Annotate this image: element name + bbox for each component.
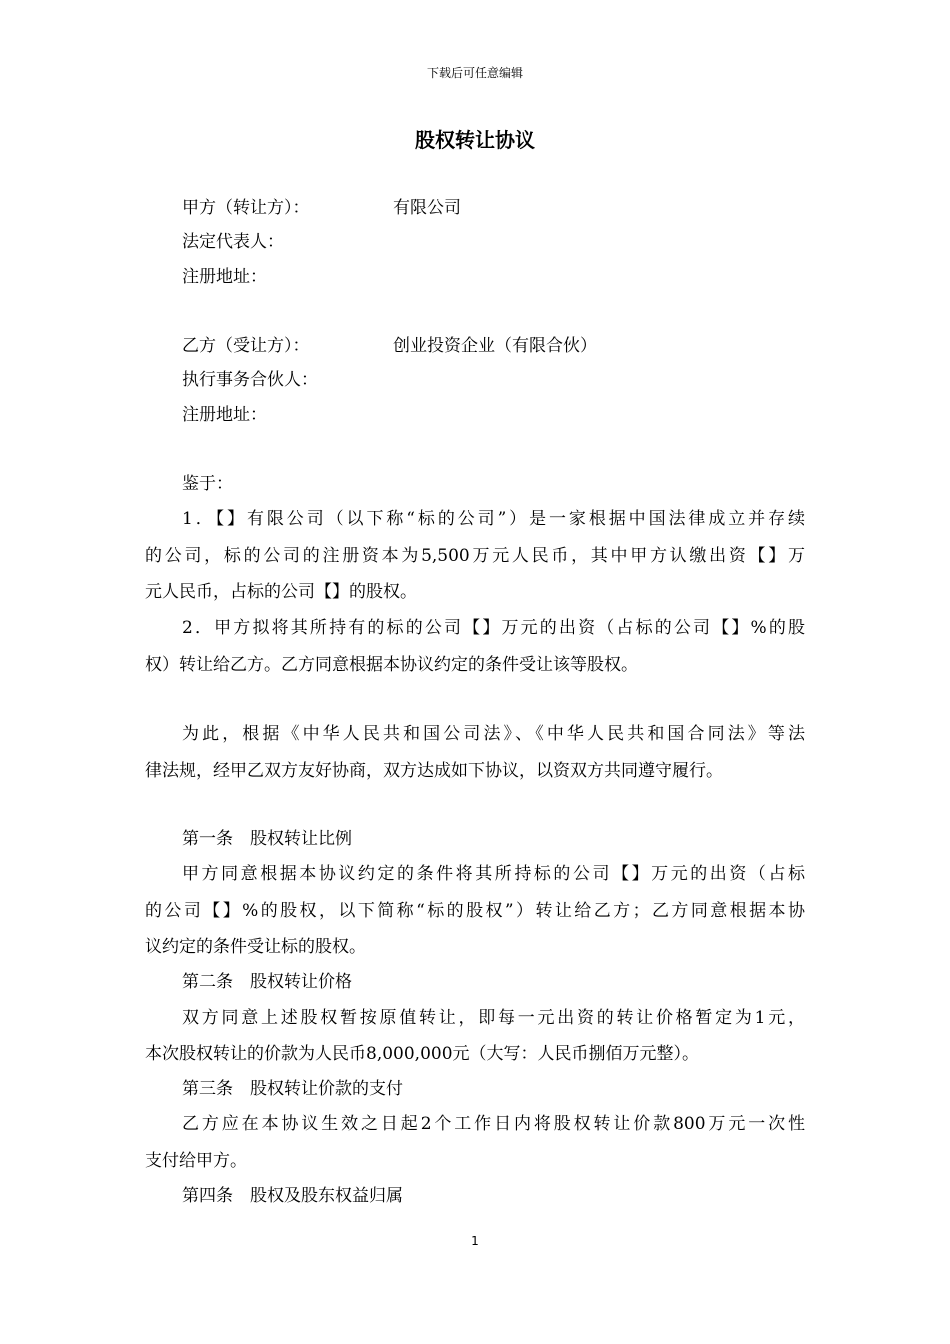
article-4-title: 第四条 股权及股东权益归属 — [182, 1186, 403, 1206]
recital-1-line-2: 的公司，标的公司的注册资本为5,500万元人民币，其中甲方认缴出资【】万 — [145, 546, 805, 566]
recital-2-line-1: 2．甲方拟将其所持有的标的公司【】万元的出资（占标的公司【】%的股 — [182, 618, 805, 638]
article-2-line-1: 双方同意上述股权暂按原值转让，即每一元出资的转让价格暂定为1元， — [182, 1008, 805, 1028]
article-1-line-1: 甲方同意根据本协议约定的条件将其所持标的公司【】万元的出资（占标 — [182, 864, 805, 884]
article-3-title: 第三条 股权转让价款的支付 — [182, 1079, 403, 1099]
recitals-heading: 鉴于： — [182, 474, 233, 494]
article-3-line-2: 支付给甲方。 — [145, 1151, 247, 1171]
party-a-representative-label: 法定代表人： — [182, 232, 284, 252]
party-b-name: 创业投资企业（有限合伙） — [393, 336, 597, 356]
article-2-title: 第二条 股权转让价格 — [182, 972, 352, 992]
party-a-name: 有限公司 — [393, 198, 461, 218]
party-a-label: 甲方（转让方）： — [182, 198, 310, 218]
recital-2-line-2: 权）转让给乙方。乙方同意根据本协议约定的条件受让该等股权。 — [145, 655, 638, 675]
party-b-partner-label: 执行事务合伙人： — [182, 370, 318, 390]
article-1-line-2: 的公司【】%的股权，以下简称“标的股权”）转让给乙方；乙方同意根据本协 — [145, 901, 805, 921]
article-1-title: 第一条 股权转让比例 — [182, 829, 352, 849]
page-number: 1 — [471, 1234, 479, 1248]
page-header: 下载后可任意编辑 — [426, 66, 523, 80]
party-b-address-label: 注册地址： — [182, 405, 267, 425]
recital-1-line-1: 1．【】有限公司（以下称“标的公司”）是一家根据中国法律成立并存续 — [182, 509, 805, 529]
article-1-line-3: 议约定的条件受让标的股权。 — [145, 937, 366, 957]
party-a-address-label: 注册地址： — [182, 267, 267, 287]
basis-line-2: 律法规，经甲乙双方友好协商，双方达成如下协议，以资双方共同遵守履行。 — [145, 761, 723, 781]
document-title: 股权转让协议 — [415, 128, 535, 152]
article-3-line-1: 乙方应在本协议生效之日起2个工作日内将股权转让价款800万元一次性 — [182, 1114, 805, 1134]
article-2-line-2: 本次股权转让的价款为人民币8,000,000元（大写：人民币捌佰万元整）。 — [145, 1044, 700, 1064]
recital-1-line-3: 元人民币，占标的公司【】的股权。 — [145, 582, 417, 602]
party-b-label: 乙方（受让方）： — [182, 336, 310, 356]
basis-line-1: 为此，根据《中华人民共和国公司法》、《中华人民共和国合同法》等法 — [182, 724, 805, 744]
